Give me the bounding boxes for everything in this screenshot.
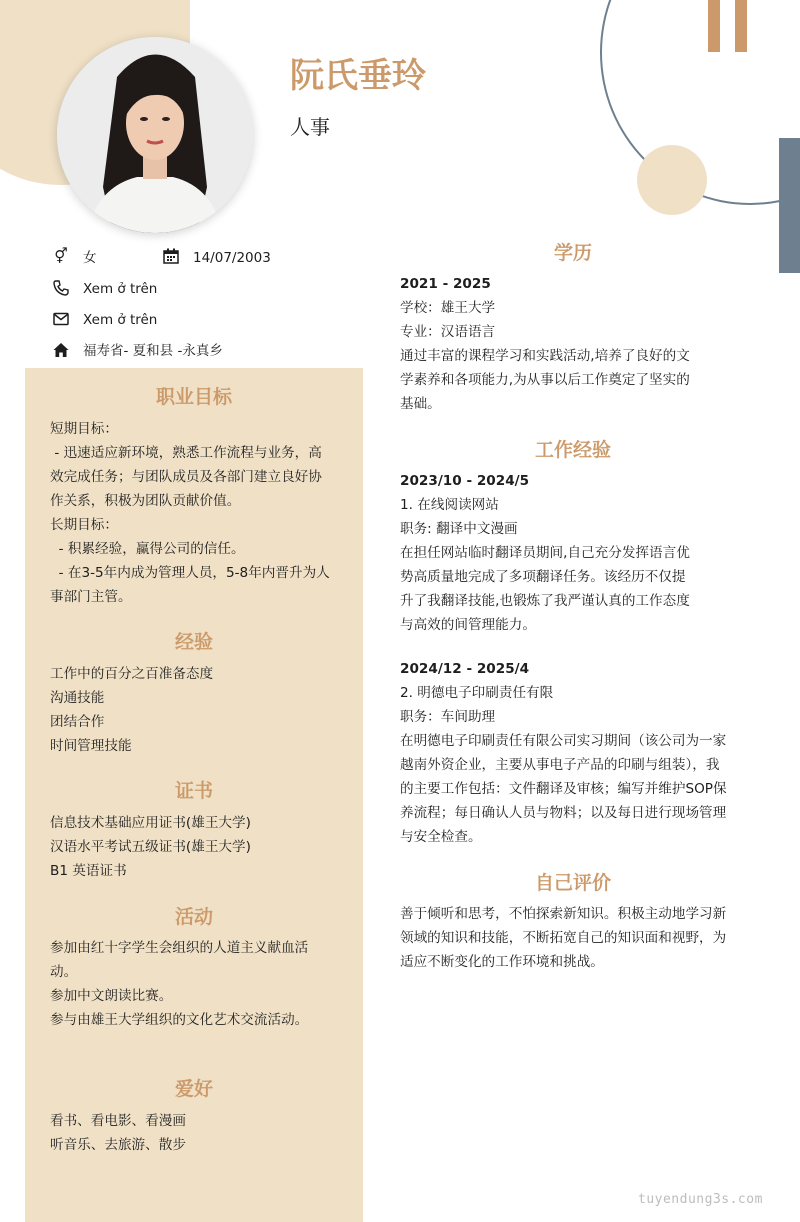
mail-icon [52, 310, 70, 328]
job-period: 2023/10 - 2024/5 [400, 473, 530, 489]
list-item: 信息技术基础应用证书(雄王大学) [50, 815, 251, 831]
work-heading: 工作经验 [534, 439, 611, 461]
hobbies-list [50, 1109, 342, 1157]
list-item: 汉语水平考试五级证书(雄王大学) [50, 839, 251, 855]
watermark: tuyendung3s.com [638, 1192, 763, 1207]
objective-text: 短期目标： - 迅速适应新环境，熟悉工作流程与业务，高 效完成任务；与团队成员及各部门建立良好协 作关系，积极为团队贡献价值。 长期目标： - 积累经验，赢得公司的信任。 - 在3-5年内成为管理人员，5-8年内晋升为人 事部门主管。 [50, 421, 330, 605]
address-value: 福寿省- 夏和县 -永真乡 [83, 343, 223, 359]
job-period: 2024/12 - 2025/4 [400, 661, 530, 677]
calendar-icon [163, 248, 179, 268]
education-heading: 学历 [553, 242, 592, 264]
education-section: 2021 - 2025 学校：雄王大学 专业：汉语语言 通过丰富的课程学习和实践活动,培养了良好的文 学素养和各项能力,为从事以后工作奠定了坚实的 基础。 [400, 272, 746, 416]
email-value: Xem ở trên [83, 312, 158, 328]
candidate-name: 阮氏垂玲 [290, 56, 426, 96]
list-item: 看书、看电影、看漫画 [50, 1113, 186, 1129]
phone-icon [52, 279, 70, 297]
list-item: 工作中的百分之百准备态度 [50, 666, 214, 682]
self-eval-heading: 自己评价 [534, 872, 611, 894]
objective-heading: 职业目标 [155, 386, 232, 408]
decor-bar [708, 0, 720, 52]
decor-bar [735, 0, 747, 52]
hobbies-heading: 爱好 [174, 1078, 213, 1100]
gender-icon: ⚥ [54, 247, 68, 265]
phone-value: Xem ở trên [83, 281, 158, 297]
decor-side-bar [779, 138, 800, 273]
skills-heading: 经验 [174, 631, 213, 653]
decor-dot [637, 145, 707, 215]
list-item: 团结合作 [50, 714, 105, 730]
list-item: 时间管理技能 [50, 738, 132, 754]
activities-heading: 活动 [174, 906, 213, 928]
certs-heading: 证书 [174, 780, 213, 802]
certs-list [50, 811, 342, 883]
candidate-role: 人事 [290, 115, 330, 139]
education-period: 2021 - 2025 [400, 276, 491, 292]
home-icon [52, 341, 70, 359]
work-job-2: 2024/12 - 2025/4 2. 明德电子印刷责任有限 职务：车间助理 在明德电子印刷责任有限公司实习期间（该公司为一家 越南外资企业，主要从事电子产品的印刷与组装），我 的主要工作包括：文件翻译及审核；编写并维护SOP保 养流程；每日确认人员与物料；以及每日进行现场管理 与安全检查。 [400, 657, 746, 849]
gender-value: 女 [83, 250, 97, 266]
skills-list [50, 662, 342, 758]
avatar [57, 37, 253, 233]
list-item: B1 英语证书 [50, 863, 127, 879]
activities-list: 参加由红十字学生会组织的人道主义献血活 动。 参加中文朗读比赛。 参与由雄王大学组织的文化艺术交流活动。 [50, 940, 309, 1028]
list-item: 沟通技能 [50, 690, 105, 706]
dob-value: 14/07/2003 [193, 250, 271, 266]
list-item: 听音乐、去旅游、散步 [50, 1137, 186, 1153]
work-job-1: 2023/10 - 2024/5 1. 在线阅读网站 职务: 翻译中文漫画 在担任网站临时翻译员期间,自己充分发挥语言优 势高质量地完成了多项翻译任务。该经历不仅提 升了我翻译技能,也锻炼了我严谨认真的工作态度 与高效的间管理能力。 [400, 469, 746, 637]
self-eval-text: 善于倾听和思考，不怕探索新知识。积极主动地学习新 领域的知识和技能，不断拓宽自己的知识面和视野，为 适应不断变化的工作环境和挑战。 [400, 906, 727, 970]
